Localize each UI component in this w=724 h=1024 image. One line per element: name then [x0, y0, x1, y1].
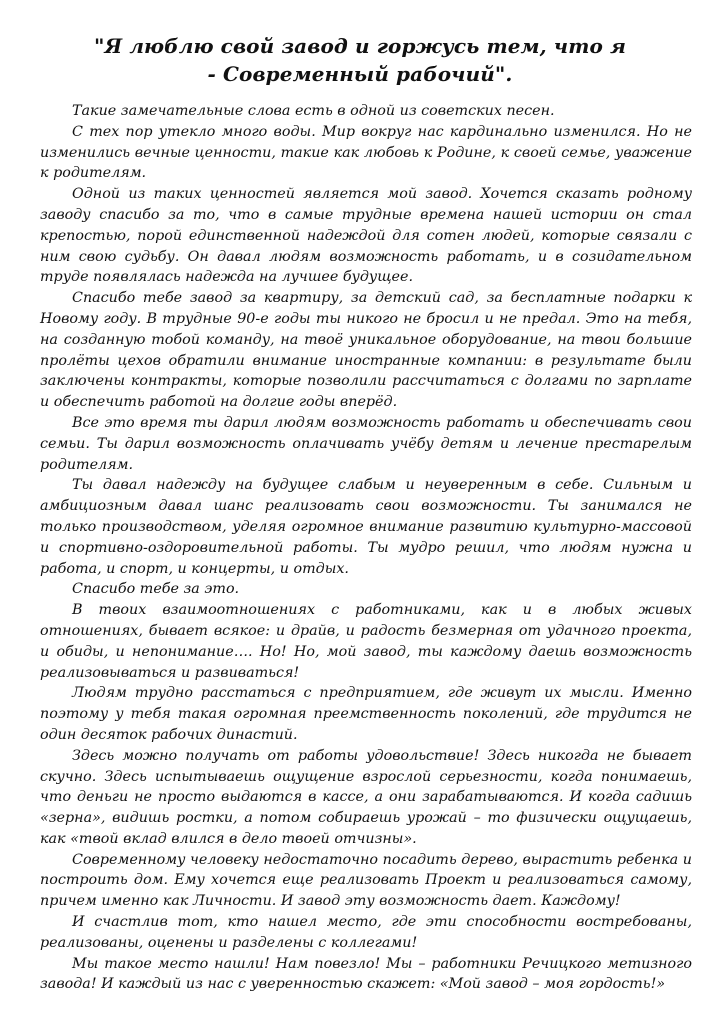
paragraph: И счастлив тот, кто нашел место, где эти способности востребованы, реализованы, оценены и разделены с коллегами! — [40, 914, 692, 951]
document-title — [80, 32, 640, 88]
paragraph: Одной из таких ценностей является мой завод. Хочется сказать родному заводу спасибо за то, что в самые трудные времена нашей истории он стал крепостью, порой единственной надеждой для сотен людей, которые связали с ним свою судьбу. Он давал людям возможность работать, и в созидательном труде появлялась надежда на лучшее будущее. — [40, 186, 692, 286]
title-line: - Современный рабочий". — [207, 62, 513, 86]
paragraph: Все это время ты дарил людям возможность работать и обеспечивать свои семьи. Ты дарил возможность оплачивать учёбу детям и лечение престарелым родителям. — [40, 414, 692, 473]
title-line: "Я люблю свой завод и горжусь тем, что я — [94, 34, 626, 58]
paragraph: Здесь можно получать от работы удовольствие! Здесь никогда не бывает скучно. Здесь испытываешь ощущение взрослой серьезности, когда понимаешь, что деньги не просто выдаются в кассе, а они зарабатываются. И когда садишь «зерна», видишь ростки, а потом собираешь урожай – то физически ощущаешь, как «твой вклад влился в дело твоей отчизны». — [40, 747, 692, 847]
paragraph: Такие замечательные слова есть в одной из советских песен. — [72, 103, 555, 119]
paragraph: С тех пор утекло много воды. Мир вокруг нас кардинально изменился. Но не изменились вечные ценности, такие как любовь к Родине, к своей семье, уважение к родителям. — [40, 123, 692, 182]
paragraph: Спасибо тебе за это. — [72, 581, 240, 598]
document-body — [40, 101, 692, 995]
paragraph: Спасибо тебе завод за квартиру, за детский сад, за бесплатные подарки к Новому году. В трудные 90-е годы ты никого не бросил и не предал. Это на тебя, на созданную тобой команду, на твоё уникальное оборудование, на твои большие пролёты цехов обратили внимание иностранные компании: в результате были заключены контракты, которые позволили рассчитаться с долгами по зарплате и обеспечить работой на долгие годы вперёд. — [40, 290, 692, 411]
paragraph: Людям трудно расстаться с предприятием, где живут их мысли. Именно поэтому у тебя такая огромная преемственность поколений, где трудится не один десяток рабочих династий. — [40, 685, 692, 743]
paragraph: В твоих взаимоотношениях с работниками, как и в любых живых отношениях, бывает всякое: и драйв, и радость безмерная от удачного проекта, и обиды, и непонимание…. Но! Но, мой завод, ты каждому даешь возможность реализовываться и развиваться! — [40, 602, 692, 681]
paragraph: Современному человеку недостаточно посадить дерево, вырастить ребенка и построить дом. Ему хочется еще реализовать Проект и реализоваться самому, причем именно как Личности. И завод эту возможность дает. Каждому! — [40, 851, 692, 910]
paragraph: Мы такое место нашли! Нам повезло! Мы – работники Речицкого метизного завода! И каждый из нас с уверенностью скажет: «Мой завод – моя гордость!» — [40, 955, 692, 993]
paragraph: Ты давал надежду на будущее слабым и неуверенным в себе. Сильным и амбициозным давал шанс реализовать свои возможности. Ты занимался не только производством, уделяя огромное внимание развитию культурно-массовой и спортивно-оздоровительной работы. Ты мудро решил, что людям нужна и работа, и спорт, и концерты, и отдых. — [40, 477, 692, 577]
